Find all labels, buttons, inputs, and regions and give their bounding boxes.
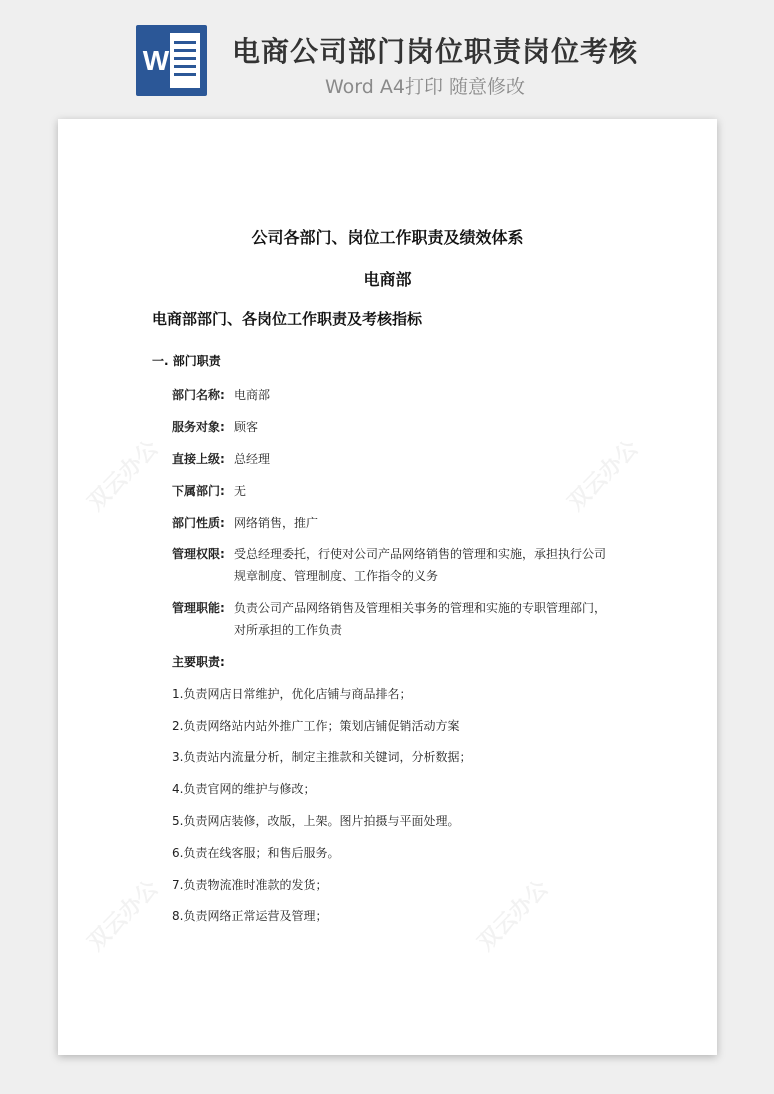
- document-title: 公司各部门、岗位工作职责及绩效体系: [251, 228, 524, 247]
- field-label: 部门名称:: [172, 388, 225, 402]
- duty-item: 1.负责网店日常维护，优化店铺与商品排名；: [172, 687, 412, 701]
- watermark: 双云办公: [563, 435, 644, 516]
- watermark: 双云办公: [473, 875, 554, 956]
- field-label: 管理职能:: [172, 601, 225, 615]
- duty-item: 2.负责网络站内站外推广工作；策划店铺促销活动方案: [172, 719, 460, 733]
- watermark: 双云办公: [83, 435, 164, 516]
- word-document-icon: [136, 25, 207, 96]
- field-value: 网络销售，推广: [234, 516, 319, 530]
- word-icon-letter: W: [142, 45, 170, 76]
- field-value: 负责公司产品网络销售及管理相关事务的管理和实施的专职管理部门，对所承担的工作负责: [234, 601, 607, 637]
- section-heading: 一. 部门职责: [152, 354, 221, 368]
- field-value: 无: [234, 484, 247, 498]
- duty-item: 6.负责在线客服；和售后服务。: [172, 846, 340, 860]
- field-label: 下属部门:: [172, 484, 225, 498]
- duty-item: 3.负责站内流量分析，制定主推款和关键词，分析数据；: [172, 750, 472, 764]
- field-value: 电商部: [234, 388, 271, 402]
- duty-item: 5.负责网店装修，改版，上架。图片拍摄与平面处理。: [172, 814, 460, 828]
- department-title: 电商部: [363, 270, 412, 289]
- banner-subtitle: Word A4打印 随意修改: [325, 76, 526, 98]
- field-label: 管理权限:: [172, 547, 225, 561]
- duty-item: 8.负责网络正常运营及管理；: [172, 909, 328, 923]
- field-value: 受总经理委托，行使对公司产品网络销售的管理和实施，承担执行公司规章制度、管理制度、工作指令的义务: [234, 547, 607, 583]
- field-value: 顾客: [234, 420, 259, 434]
- banner-title: 电商公司部门岗位职责岗位考核: [232, 35, 639, 68]
- duty-item: 7.负责物流准时准款的发货；: [172, 878, 328, 892]
- field-label: 部门性质:: [172, 516, 225, 530]
- watermark: 双云办公: [83, 875, 164, 956]
- header-banner: [0, 0, 774, 110]
- duty-item: 4.负责官网的维护与修改；: [172, 782, 316, 796]
- section-title: 电商部部门、各岗位工作职责及考核指标: [152, 310, 423, 328]
- field-label: 服务对象:: [172, 420, 225, 434]
- field-value: 总经理: [234, 452, 271, 466]
- document-page: [58, 119, 717, 1055]
- field-label: 直接上级:: [172, 452, 225, 466]
- duties-heading: 主要职责:: [172, 655, 225, 669]
